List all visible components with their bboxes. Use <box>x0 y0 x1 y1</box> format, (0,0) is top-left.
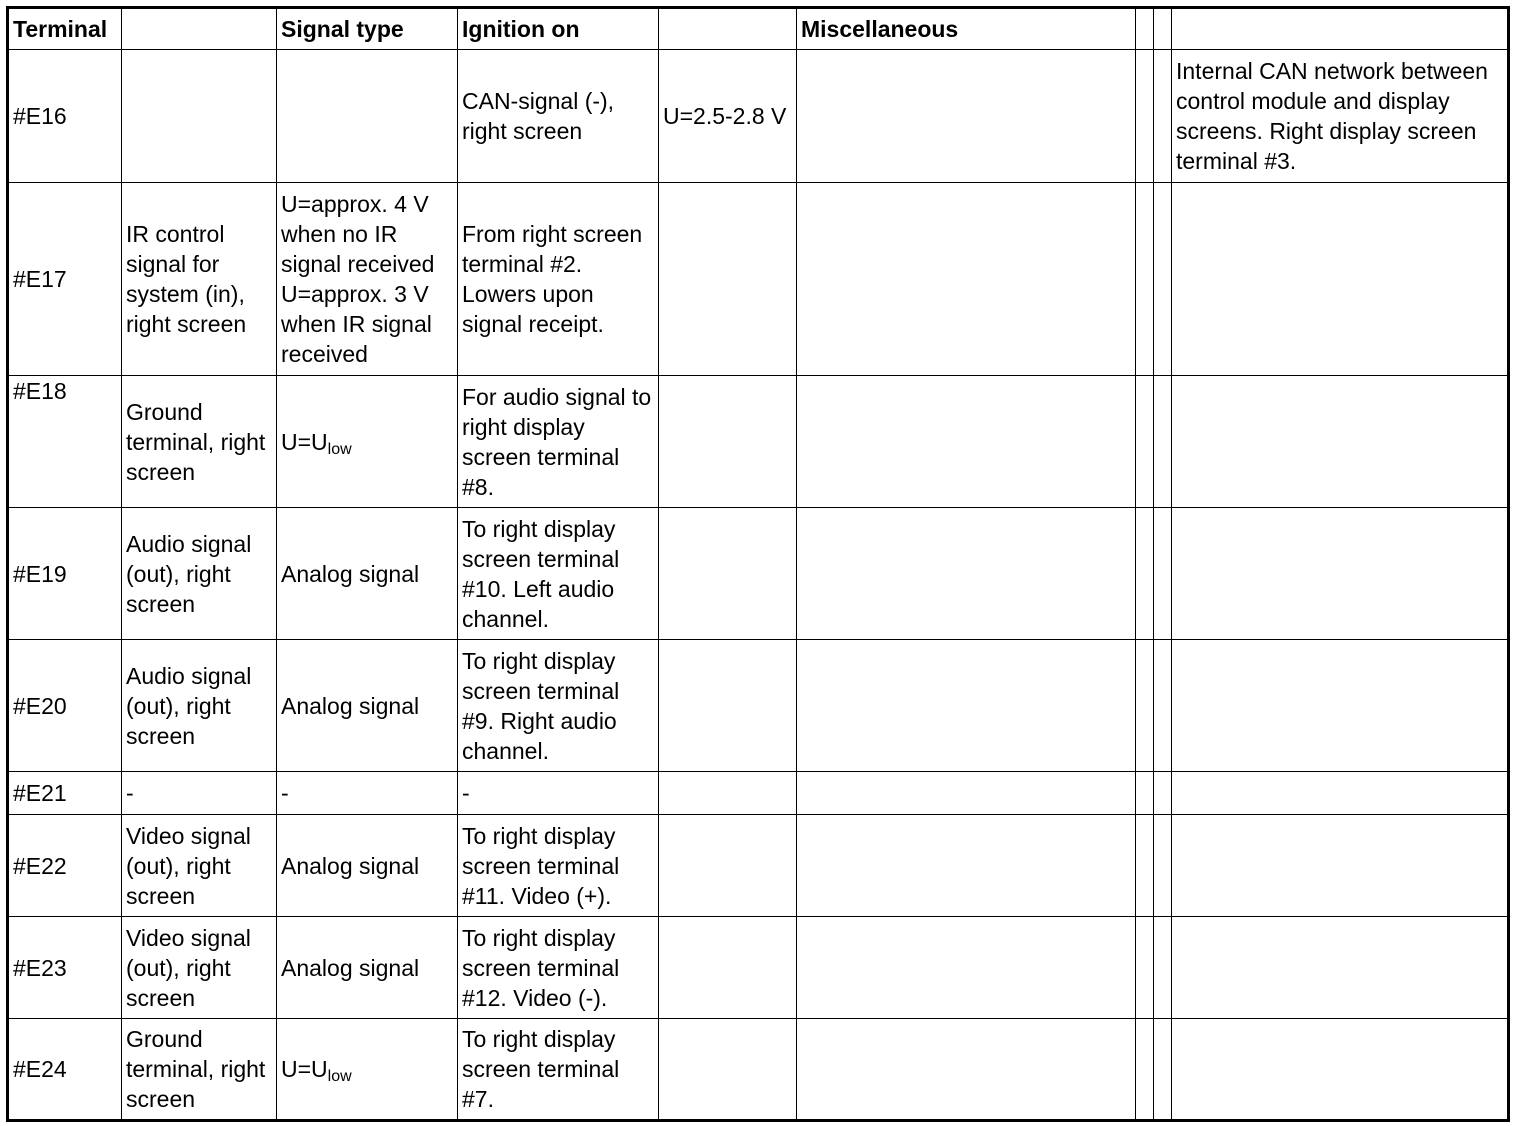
header-extra-2 <box>1154 8 1172 50</box>
miscellaneous-cell <box>797 815 1136 917</box>
ignition-on-cell: To right display screen terminal #12. Video (-). <box>458 917 659 1019</box>
description-cell: Video signal (out), right screen <box>122 917 277 1019</box>
ignition-value-cell <box>659 508 797 640</box>
table-row <box>8 183 1509 376</box>
extra-cell <box>1154 376 1172 508</box>
extra-cell <box>1136 917 1154 1019</box>
description-cell: IR control signal for system (in), right screen <box>122 183 277 376</box>
notes-cell <box>1172 917 1509 1019</box>
miscellaneous-cell <box>797 772 1136 815</box>
signal-type-cell: - <box>277 772 458 815</box>
miscellaneous-cell <box>797 376 1136 508</box>
table-row <box>8 1019 1509 1121</box>
ignition-value-cell <box>659 917 797 1019</box>
terminal-cell: #E18 <box>8 376 122 508</box>
notes-cell: Internal CAN network between control module and display screens. Right display screen terminal #3. <box>1172 50 1509 183</box>
miscellaneous-cell <box>797 508 1136 640</box>
notes-cell <box>1172 376 1509 508</box>
signal-type-cell <box>277 376 458 508</box>
extra-cell <box>1136 376 1154 508</box>
ignition-on-cell: To right display screen terminal #10. Left audio channel. <box>458 508 659 640</box>
table-row <box>8 917 1509 1019</box>
terminal-cell: #E23 <box>8 917 122 1019</box>
ignition-value-cell <box>659 183 797 376</box>
notes-cell <box>1172 183 1509 376</box>
extra-cell <box>1136 640 1154 772</box>
table-row <box>8 640 1509 772</box>
description-cell: Audio signal (out), right screen <box>122 508 277 640</box>
ignition-value-cell: U=2.5-2.8 V <box>659 50 797 183</box>
miscellaneous-cell <box>797 640 1136 772</box>
signal-type-main: U=U <box>281 428 328 455</box>
signal-type-subscript: low <box>327 440 352 458</box>
header-description <box>122 8 277 50</box>
terminal-cell: #E16 <box>8 50 122 183</box>
notes-cell <box>1172 1019 1509 1121</box>
ignition-on-cell: For audio signal to right display screen terminal #8. <box>458 376 659 508</box>
terminal-cell: #E24 <box>8 1019 122 1121</box>
signal-type-cell <box>277 1019 458 1121</box>
header-extra-1 <box>1136 8 1154 50</box>
table-row <box>8 376 1509 508</box>
table-row <box>8 508 1509 640</box>
ignition-value-cell <box>659 1019 797 1121</box>
extra-cell <box>1136 50 1154 183</box>
terminal-cell: #E21 <box>8 772 122 815</box>
extra-cell <box>1136 1019 1154 1121</box>
extra-cell <box>1154 772 1172 815</box>
notes-cell <box>1172 772 1509 815</box>
terminal-cell: #E17 <box>8 183 122 376</box>
notes-cell <box>1172 640 1509 772</box>
signal-type-cell: Analog signal <box>277 815 458 917</box>
description-cell: - <box>122 772 277 815</box>
signal-type-cell: Analog signal <box>277 640 458 772</box>
extra-cell <box>1154 1019 1172 1121</box>
header-terminal: Terminal <box>8 8 122 50</box>
extra-cell <box>1154 508 1172 640</box>
extra-cell <box>1136 772 1154 815</box>
terminal-cell: #E20 <box>8 640 122 772</box>
header-ignition-on: Ignition on <box>458 8 659 50</box>
miscellaneous-cell <box>797 917 1136 1019</box>
table-row <box>8 815 1509 917</box>
table-row <box>8 50 1509 183</box>
terminal-cell: #E19 <box>8 508 122 640</box>
miscellaneous-cell <box>797 50 1136 183</box>
extra-cell <box>1136 815 1154 917</box>
table-row <box>8 772 1509 815</box>
ignition-value-cell <box>659 640 797 772</box>
ignition-value-cell <box>659 815 797 917</box>
miscellaneous-cell <box>797 1019 1136 1121</box>
header-miscellaneous: Miscellaneous <box>797 8 1136 50</box>
ignition-on-cell: - <box>458 772 659 815</box>
description-cell: Ground terminal, right screen <box>122 1019 277 1121</box>
ignition-value-cell <box>659 772 797 815</box>
description-cell: Video signal (out), right screen <box>122 815 277 917</box>
signal-type-cell: Analog signal <box>277 508 458 640</box>
miscellaneous-cell <box>797 183 1136 376</box>
ignition-on-cell: From right screen terminal #2. Lowers upon signal receipt. <box>458 183 659 376</box>
header-ignition-value <box>659 8 797 50</box>
extra-cell <box>1136 508 1154 640</box>
description-cell <box>122 50 277 183</box>
signal-type-main: U=U <box>281 1056 328 1082</box>
description-cell: Ground terminal, right screen <box>122 376 277 508</box>
ignition-on-cell: To right display screen terminal #7. <box>458 1019 659 1121</box>
extra-cell <box>1154 815 1172 917</box>
ignition-on-cell: CAN-signal (-), right screen <box>458 50 659 183</box>
terminal-cell: #E22 <box>8 815 122 917</box>
extra-cell <box>1136 183 1154 376</box>
extra-cell <box>1154 917 1172 1019</box>
signal-type-cell: U=approx. 4 V when no IR signal received U=approx. 3 V when IR signal received <box>277 183 458 376</box>
header-notes <box>1172 8 1509 50</box>
extra-cell <box>1154 50 1172 183</box>
signal-type-cell <box>277 50 458 183</box>
extra-cell <box>1154 640 1172 772</box>
ignition-value-cell <box>659 376 797 508</box>
signal-type-cell: Analog signal <box>277 917 458 1019</box>
extra-cell <box>1154 183 1172 376</box>
notes-cell <box>1172 508 1509 640</box>
description-cell: Audio signal (out), right screen <box>122 640 277 772</box>
header-row <box>8 8 1509 50</box>
terminal-spec-table <box>6 6 1510 1122</box>
ignition-on-cell: To right display screen terminal #9. Right audio channel. <box>458 640 659 772</box>
ignition-on-cell: To right display screen terminal #11. Video (+). <box>458 815 659 917</box>
notes-cell <box>1172 815 1509 917</box>
header-signal-type: Signal type <box>277 8 458 50</box>
signal-type-subscript: low <box>327 1068 352 1085</box>
